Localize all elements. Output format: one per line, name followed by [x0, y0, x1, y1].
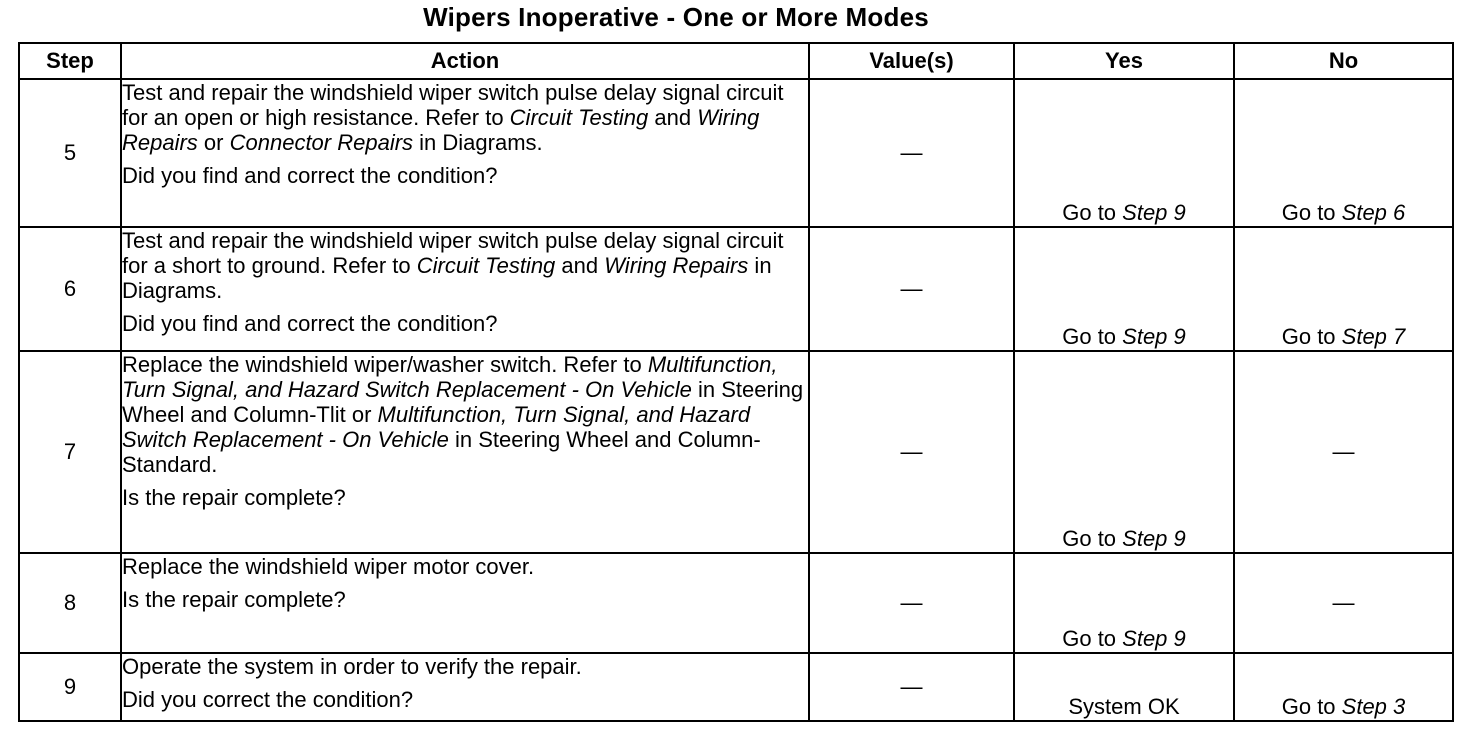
yes-outcome-text: System OK [1068, 694, 1180, 719]
action-text-segment: and [648, 105, 698, 130]
yes-outcome-prefix: Go to [1062, 200, 1123, 225]
table-header-row [19, 43, 1453, 79]
action-reference: Circuit Testing [416, 253, 556, 278]
action-text-segment: Test and repair the windshield wiper switch pulse delay signal circuit for an open or high resistance. Refer to [122, 80, 784, 130]
value-dash: — [900, 140, 923, 165]
no-outcome-prefix: Go to [1281, 694, 1342, 719]
yes-outcome-step-ref: Step 9 [1122, 526, 1186, 551]
no-outcome-step-ref: Step 3 [1341, 694, 1406, 719]
action-reference: Wiring Repairs [122, 105, 760, 155]
table-row [19, 227, 1453, 351]
action-cell [121, 227, 809, 351]
step-number: 9 [19, 653, 121, 721]
action-text-segment: in Steering Wheel and Column-Standard. [122, 427, 761, 477]
action-question: Did you correct the condition? [122, 687, 414, 712]
action-text-segment: or [197, 130, 230, 155]
no-outcome [1234, 653, 1453, 721]
action-cell [121, 653, 809, 721]
action-question: Did you find and correct the condition? [122, 311, 498, 336]
value-cell [809, 79, 1014, 227]
yes-outcome-step-ref: Step 9 [1122, 626, 1186, 651]
table-row [19, 553, 1453, 653]
action-reference: Multifunction, Turn Signal, and Hazard Switch Replacement - On Vehicle [122, 402, 751, 452]
action-text-segment: Replace the windshield wiper/washer switch. Refer to [122, 352, 648, 377]
yes-outcome-step-ref: Step 9 [1122, 324, 1186, 349]
action-text [122, 554, 808, 579]
action-cell [121, 79, 809, 227]
no-outcome [1234, 351, 1453, 553]
no-outcome [1234, 227, 1453, 351]
value-cell [809, 653, 1014, 721]
action-text-segment: in Steering Wheel and Column-Tlit or [122, 377, 804, 427]
yes-outcome-prefix: Go to [1062, 526, 1123, 551]
step-number: 7 [19, 351, 121, 553]
yes-outcome [1014, 553, 1234, 653]
no-outcome-dash: — [1332, 439, 1355, 464]
no-outcome-prefix: Go to [1281, 200, 1342, 225]
step-number: 8 [19, 553, 121, 653]
action-text [122, 352, 808, 477]
yes-outcome [1014, 227, 1234, 351]
action-reference: Circuit Testing [509, 105, 649, 130]
value-cell [809, 553, 1014, 653]
action-cell [121, 553, 809, 653]
yes-outcome-prefix: Go to [1062, 324, 1123, 349]
value-cell [809, 227, 1014, 351]
column-header-action: Action [121, 43, 809, 79]
action-text-segment: Operate the system in order to verify the repair. [122, 654, 582, 679]
action-text [122, 228, 808, 303]
value-dash: — [900, 439, 923, 464]
action-text-segment: in Diagrams. [413, 130, 543, 155]
value-dash: — [900, 590, 923, 615]
yes-outcome [1014, 351, 1234, 553]
action-question: Is the repair complete? [122, 485, 346, 510]
action-question: Did you find and correct the condition? [122, 163, 498, 188]
action-question: Is the repair complete? [122, 587, 346, 612]
action-reference: Wiring Repairs [604, 253, 749, 278]
action-text-segment: Test and repair the windshield wiper switch pulse delay signal circuit for a short to ground. Refer to [122, 228, 784, 278]
column-header-values: Value(s) [809, 43, 1014, 79]
column-header-step: Step [19, 43, 121, 79]
yes-outcome-step-ref: Step 9 [1122, 200, 1186, 225]
step-number: 6 [19, 227, 121, 351]
table-row [19, 351, 1453, 553]
column-header-yes: Yes [1014, 43, 1234, 79]
yes-outcome-prefix: Go to [1062, 626, 1123, 651]
yes-outcome [1014, 653, 1234, 721]
no-outcome-dash: — [1332, 590, 1355, 615]
step-number: 5 [19, 79, 121, 227]
action-text-segment: Replace the windshield wiper motor cover. [122, 554, 535, 579]
table-row [19, 79, 1453, 227]
action-cell [121, 351, 809, 553]
action-text [122, 80, 808, 155]
value-dash: — [900, 674, 923, 699]
value-cell [809, 351, 1014, 553]
diagnostic-table [18, 42, 1454, 722]
action-reference: Connector Repairs [229, 130, 414, 155]
column-header-no: No [1234, 43, 1453, 79]
action-reference: Multifunction, Turn Signal, and Hazard Switch Replacement - On Vehicle [122, 352, 778, 402]
page-title: Wipers Inoperative - One or More Modes [423, 2, 929, 32]
no-outcome-prefix: Go to [1281, 324, 1342, 349]
action-text-segment: and [555, 253, 605, 278]
no-outcome-step-ref: Step 7 [1341, 324, 1406, 349]
value-dash: — [900, 276, 923, 301]
no-outcome-step-ref: Step 6 [1341, 200, 1406, 225]
action-text [122, 654, 808, 679]
no-outcome [1234, 79, 1453, 227]
table-row [19, 653, 1453, 721]
yes-outcome [1014, 79, 1234, 227]
no-outcome [1234, 553, 1453, 653]
table-body [19, 79, 1453, 721]
action-text-segment: in Diagrams. [122, 253, 772, 303]
